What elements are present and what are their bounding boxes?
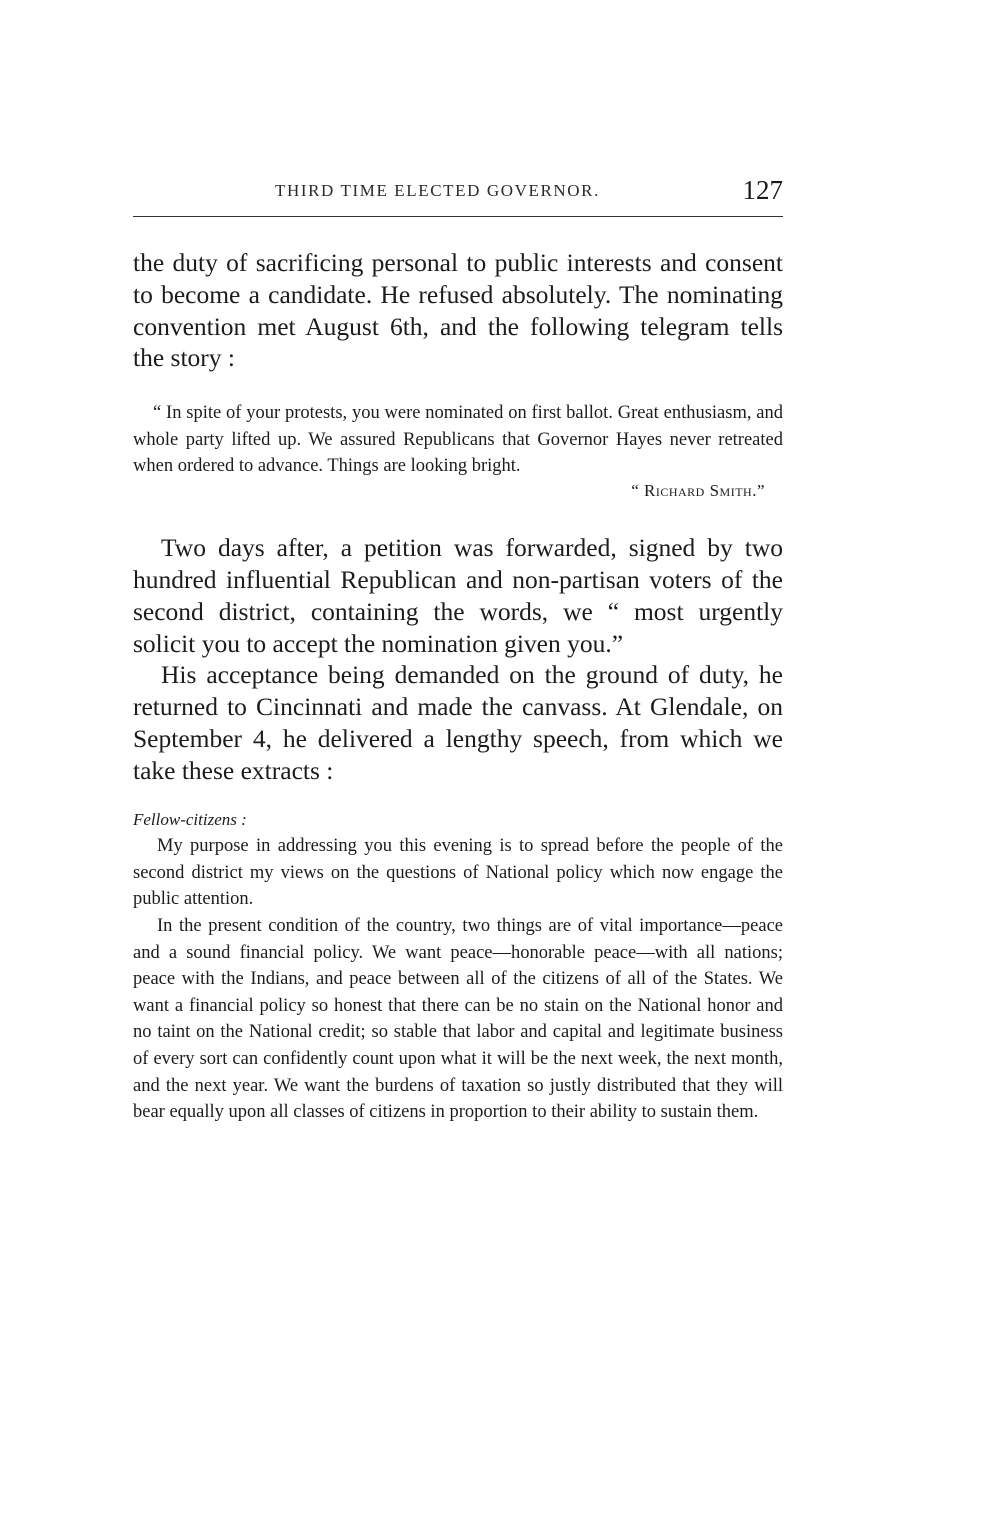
- speech-paragraph-2: In the present condition of the country, two things are of vital importance—peace and a sound financial policy. We want peace—honorable peace—with all nations; peace with the Indians, and peace between all of the citizens of all of the States. We want a financial policy so honest that there can be no stain on the National honor and no taint on the National credit; so stable that labor and capital and legitimate business of every sort can confidently count upon what it will be the next week, the next month, and the next year. We want the burdens of taxation so justly distributed that they will bear equally upon all classes of citizens in proportion to their ability to sustain them.: [133, 915, 783, 1123]
- running-head: THIRD TIME ELECTED GOVERNOR.: [275, 181, 600, 200]
- book-page: [133, 175, 783, 1126]
- page-header: [133, 175, 783, 215]
- speech-salutation: Fellow-citizens :: [133, 809, 247, 829]
- speech-extract: [133, 807, 783, 1126]
- paragraph-acceptance: His acceptance being demanded on the ground of duty, he returned to Cincinnati and made the canvass. At Glendale, on September 4, he delivered a lengthy speech, from which we take these extracts :: [133, 660, 783, 785]
- speech-paragraph-1: My purpose in addressing you this evening is to spread before the people of the second district my views on the questions of National policy which now engage the public attention.: [133, 836, 783, 910]
- header-rule: [133, 216, 783, 217]
- page-number: 127: [742, 175, 783, 205]
- telegram-text: “ In spite of your protests, you were nominated on first ballot. Great enthusiasm, and whole party lifted up. We assured Republicans that Governor Hayes never retreated when ordered to advance. Things are looking bright.: [133, 403, 783, 477]
- paragraph-continuation: the duty of sacrificing personal to public interests and consent to become a candidate. He refused absolutely. The nominating convention met August 6th, and the following telegram tells the story :: [133, 248, 783, 373]
- paragraph-petition: Two days after, a petition was forwarded, signed by two hundred influential Republican and non-partisan voters of the second district, containing the words, we “ most urgently solicit you to accept the nomination given you.”: [133, 533, 783, 658]
- telegram-signature: “ Richard Smith.”: [631, 480, 765, 500]
- telegram-quote: [133, 400, 783, 504]
